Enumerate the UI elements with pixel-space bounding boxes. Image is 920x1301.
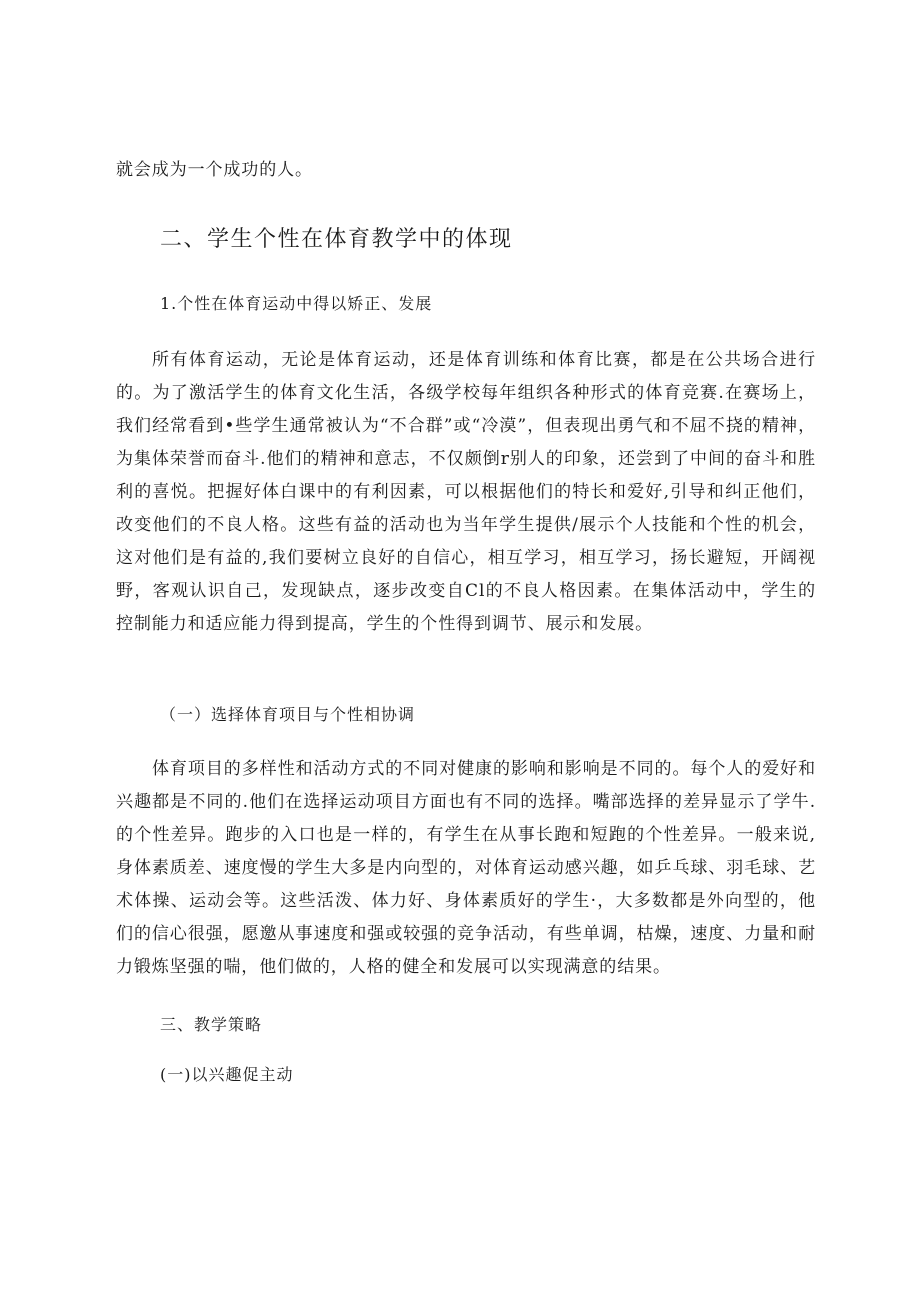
body-paragraph-1: 所有体育运动，无论是体育运动，还是体育训练和体育比赛，都是在公共场合进行的。为了激活学生的体育文化生活，各级学校每年组织各种形式的体育竞赛.在赛场上，我们经常看到•些学生通常被认为“不合群”或“冷漠”，但表现出勇气和不屈不挠的精神，为集体荣誉而奋斗.他们的精神和意志，不仅颇倒r别人的印象，还尝到了中间的奋斗和胜利的喜悦。把握好体白课中的有利因素，可以根据他们的特长和爱好,引导和纠正他们，改变他们的不良人格。这些有益的活动也为当年学生提供/展示个人技能和个性的机会，这对他们是有益的,我们要树立良好的自信心，相互学习，相互学习，扬长避短，开阔视野，客观认识自己，发现缺点，逐步改变自Cl的不良人格因素。在集体活动中，学生的控制能力和适应能力得到提高，学生的个性得到调节、展示和发展。 bbox=[116, 350, 816, 634]
subsection-heading-1: 1.个性在体育运动中得以矫正、发展 bbox=[160, 294, 433, 313]
subsection-heading-3: (一)以兴趣促主动 bbox=[160, 1065, 294, 1084]
section-heading-2: 二、学生个性在体育教学中的体现 bbox=[160, 227, 513, 252]
continuation-text: 就会成为一个成功的人。 bbox=[116, 160, 313, 180]
subsection-heading-2: （一）选择体育项目与个性相协调 bbox=[160, 705, 416, 724]
body-paragraph-2: 体育项目的多样性和活动方式的不同对健康的影响和影响是不同的。每个人的爱好和兴趣都是不同的.他们在选择运动项目方面也有不同的选择。嘴部选择的差异显示了学牛.的个性差异。跑步的入口也是一样的，有学生在从事长跑和短跑的个性差异。一般来说,身体素质差、速度慢的学生大多是内向型的，对体育运动感兴趣，如乒乓球、羽毛球、艺术体操、运动会等。这些活泼、体力好、身体素质好的学生·，大多数都是外向型的，他们的信心很强，愿邀从事速度和强或较强的竞争活动，有些单调，枯燥，速度、力量和耐力锻炼坚强的喘，他们做的，人格的健全和发展可以实现满意的结果。 bbox=[116, 759, 816, 977]
section-heading-3: 三、教学策略 bbox=[160, 1015, 263, 1034]
